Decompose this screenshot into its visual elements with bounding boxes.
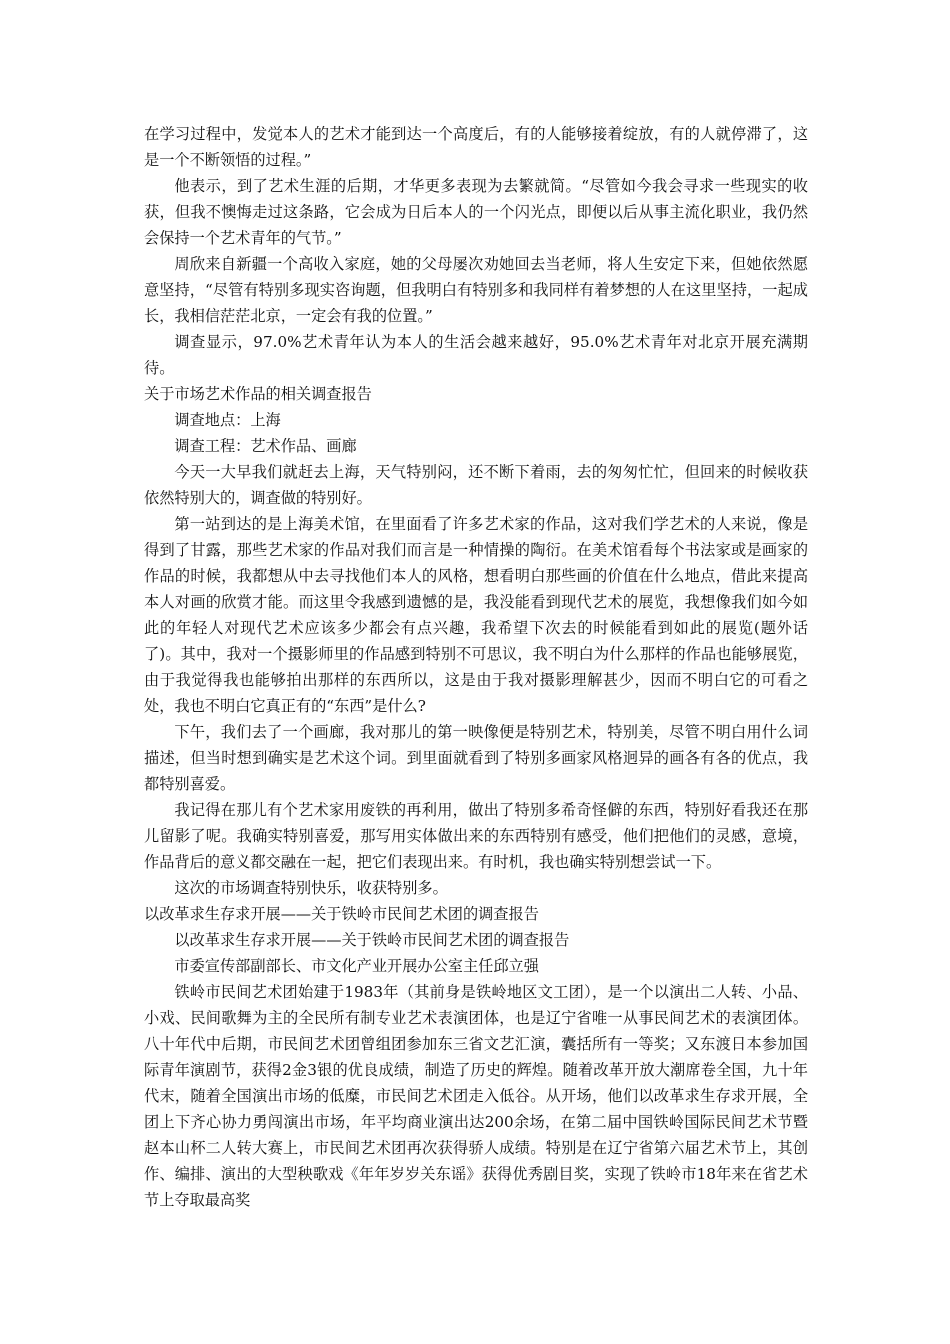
section-heading: 关于市场艺术作品的相关调查报告 bbox=[144, 385, 372, 403]
paragraph: 调查地点：上海 bbox=[174, 411, 281, 429]
section-heading: 以改革求生存求开展——关于铁岭市民间艺术团的调查报告 bbox=[144, 905, 539, 923]
paragraph: 周欣来自新疆一个高收入家庭，她的父母屡次劝她回去当老师，将人生安定下来，但她依然愿意坚持，“尽管有特别多现实咨询题，但我明白有特别多和我同样有着梦想的人在这里坚持，一起成长，我相信茫茫北京，一定会有我的位置。” bbox=[144, 255, 808, 325]
paragraph: 他表示，到了艺术生涯的后期，才华更多表现为去繁就简。“尽管如今我会寻求一些现实的收获，但我不懊悔走过这条路，它会成为日后本人的一个闪光点，即便以后从事主流化职业，我仍然会保持一个艺术青年的气节。” bbox=[144, 177, 808, 247]
paragraph: 今天一大早我们就赶去上海，天气特别闷，还不断下着雨，去的匆匆忙忙，但回来的时候收获依然特别大的，调查做的特别好。 bbox=[144, 463, 808, 507]
paragraph: 我记得在那儿有个艺术家用废铁的再利用，做出了特别多希奇怪僻的东西，特别好看我还在那儿留影了呢。我确实特别喜爱，那写用实体做出来的东西特别有感受，他们把他们的灵感，意境，作品背后的意义都交融在一起，把它们表现出来。有时机，我也确实特别想尝试一下。 bbox=[144, 801, 808, 871]
paragraph: 这次的市场调查特别快乐，收获特别多。 bbox=[174, 879, 448, 897]
paragraph: 调查显示，97.0%艺术青年认为本人的生活会越来越好，95.0%艺术青年对北京开展充满期待。 bbox=[144, 333, 808, 377]
paragraph: 以改革求生存求开展——关于铁岭市民间艺术团的调查报告 bbox=[174, 931, 570, 949]
paragraph: 第一站到达的是上海美术馆，在里面看了许多艺术家的作品，这对我们学艺术的人来说，像是得到了甘露，那些艺术家的作品对我们而言是一种情操的陶衍。在美术馆看每个书法家或是画家的作品的时候，我都想从中去寻找他们本人的风格，想看明白那些画的价值在什么地点，借此来提高本人对画的欣赏才能。而这里令我感到遗憾的是，我没能看到现代艺术的展览，我想像我们如今如此的年轻人对现代艺术应该多少都会有点兴趣，我希望下次去的时候能看到如此的展览(题外话了)。其中，我对一个摄影师里的作品感到特别不可思议，我不明白为什么那样的作品也能够展览，由于我觉得我也能够拍出那样的东西所以，这是由于我对摄影理解甚少，因而不明白它的可看之处，我也不明白它真正有的“东西”是什么? bbox=[144, 515, 808, 715]
paragraph: 下午，我们去了一个画廊，我对那儿的第一映像便是特别艺术，特别美，尽管不明白用什么词描述，但当时想到确实是艺术这个词。到里面就看到了特别多画家风格迥异的画各有各的优点，我都特别喜爱。 bbox=[144, 723, 808, 793]
paragraph: 调查工程：艺术作品、画廊 bbox=[174, 437, 357, 455]
author-line: 市委宣传部副部长、市文化产业开展办公室主任邱立强 bbox=[174, 957, 539, 975]
document-page bbox=[144, 121, 808, 1213]
paragraph: 铁岭市民间艺术团始建于1983年（其前身是铁岭地区文工团），是一个以演出二人转、小品、小戏、民间歌舞为主的全民所有制专业艺术表演团体，也是辽宁省唯一从事民间艺术的表演团体。八十年代中后期，市民间艺术团曾组团参加东三省文艺汇演，囊括所有一等奖；又东渡日本参加国际青年演剧节，获得2金3银的优良成绩，制造了历史的辉煌。随着改革开放大潮席卷全国，九十年代末，随着全国演出市场的低糜，市民间艺术团走入低谷。从开场，他们以改革求生存求开展，全团上下齐心协力勇闯演出市场，年平均商业演出达200余场，在第二届中国铁岭国际民间艺术节暨赵本山杯二人转大赛上，市民间艺术团再次获得骄人成绩。特别是在辽宁省第六届艺术节上，其创作、编排、演出的大型秧歌戏《年年岁岁关东谣》获得优秀剧目奖，实现了铁岭市18年来在省艺术节上夺取最高奖 bbox=[144, 983, 808, 1209]
paragraph: 在学习过程中，发觉本人的艺术才能到达一个高度后，有的人能够接着绽放，有的人就停滞了，这是一个不断领悟的过程。” bbox=[144, 125, 808, 169]
